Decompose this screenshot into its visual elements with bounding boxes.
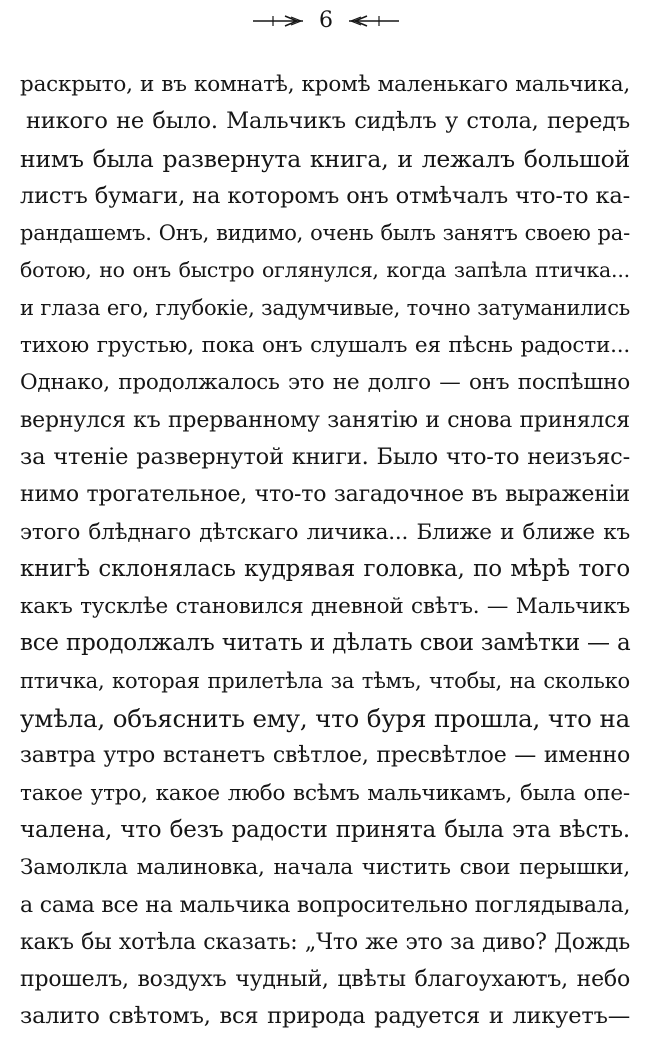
text-line: никого не было. Мальчикъ сидѣлъ у стола, передъ <box>26 108 630 135</box>
text-line: умѣла, объяснить ему, что буря прошла, что на <box>20 704 630 734</box>
text-line: ботою, но онъ быстро оглянулся, когда запѣла птичка... <box>20 258 630 283</box>
text-line: какъ тусклѣе становился дневной свѣтъ. — Мальчикъ <box>20 594 630 620</box>
text-line: чалена, что безъ радости принята была эта вѣсть. <box>20 816 630 843</box>
text-line: Замолкла малиновка, начала чистить свои перышки, <box>20 855 630 881</box>
text-line: Однако, продолжалось это не долго — онъ поспѣшно <box>20 370 630 396</box>
text-line: такое утро, какое любо всѣмъ мальчикамъ, была опе- <box>20 780 630 806</box>
text-line: вернулся къ прерванному занятію и снова принялся <box>20 407 630 433</box>
text-line: а сама все на мальчика вопросительно поглядывала, <box>20 892 631 918</box>
text-line: за чтеніе развернутой книги. Было что-то неизъяс- <box>20 443 630 470</box>
page-header <box>0 6 652 36</box>
text-line: залито свѣтомъ, вся природа радуется и ликуетъ— <box>20 1003 630 1030</box>
text-line: тихою грустью, пока онъ слушалъ ея пѣснь радости... <box>20 333 630 359</box>
body-text <box>20 66 630 1036</box>
arrow-ornament-left-icon <box>251 14 307 28</box>
text-line: все продолжалъ читать и дѣлать свои замѣтки — а <box>20 630 631 657</box>
text-line: нимъ была развернута книга, и лежалъ большой <box>20 144 630 173</box>
text-line: листъ бумаги, на которомъ онъ отмѣчалъ что-то ка- <box>20 182 630 209</box>
text-line: и глаза его, глубокіе, задумчивые, точно затуманились <box>20 295 630 320</box>
text-line: книгѣ склонялась кудрявая головка, по мѣрѣ того <box>20 555 630 582</box>
text-line: рандашемъ. Онъ, видимо, очень былъ занятъ своею ра- <box>20 221 630 246</box>
text-line: птичка, которая прилетѣла за тѣмъ, чтобы, на сколько <box>20 668 630 693</box>
arrow-ornament-right-icon <box>345 14 401 28</box>
page-number: 6 <box>319 8 333 33</box>
text-line: прошелъ, воздухъ чудный, цвѣты благоухаютъ, небо <box>20 967 630 993</box>
text-line: какъ бы хотѣла сказать: „Что же это за диво? Дождь <box>20 929 630 955</box>
text-line: завтра утро встанетъ свѣтлое, пресвѣтлое — именно <box>20 743 630 769</box>
text-line: этого блѣднаго дѣтскаго личика... Ближе и ближе къ <box>20 519 630 545</box>
text-line: раскрыто, и въ комнатѣ, кромѣ маленькаго мальчика, <box>20 72 630 97</box>
text-line: нимо трогательное, что-то загадочное въ выраженіи <box>20 482 630 508</box>
